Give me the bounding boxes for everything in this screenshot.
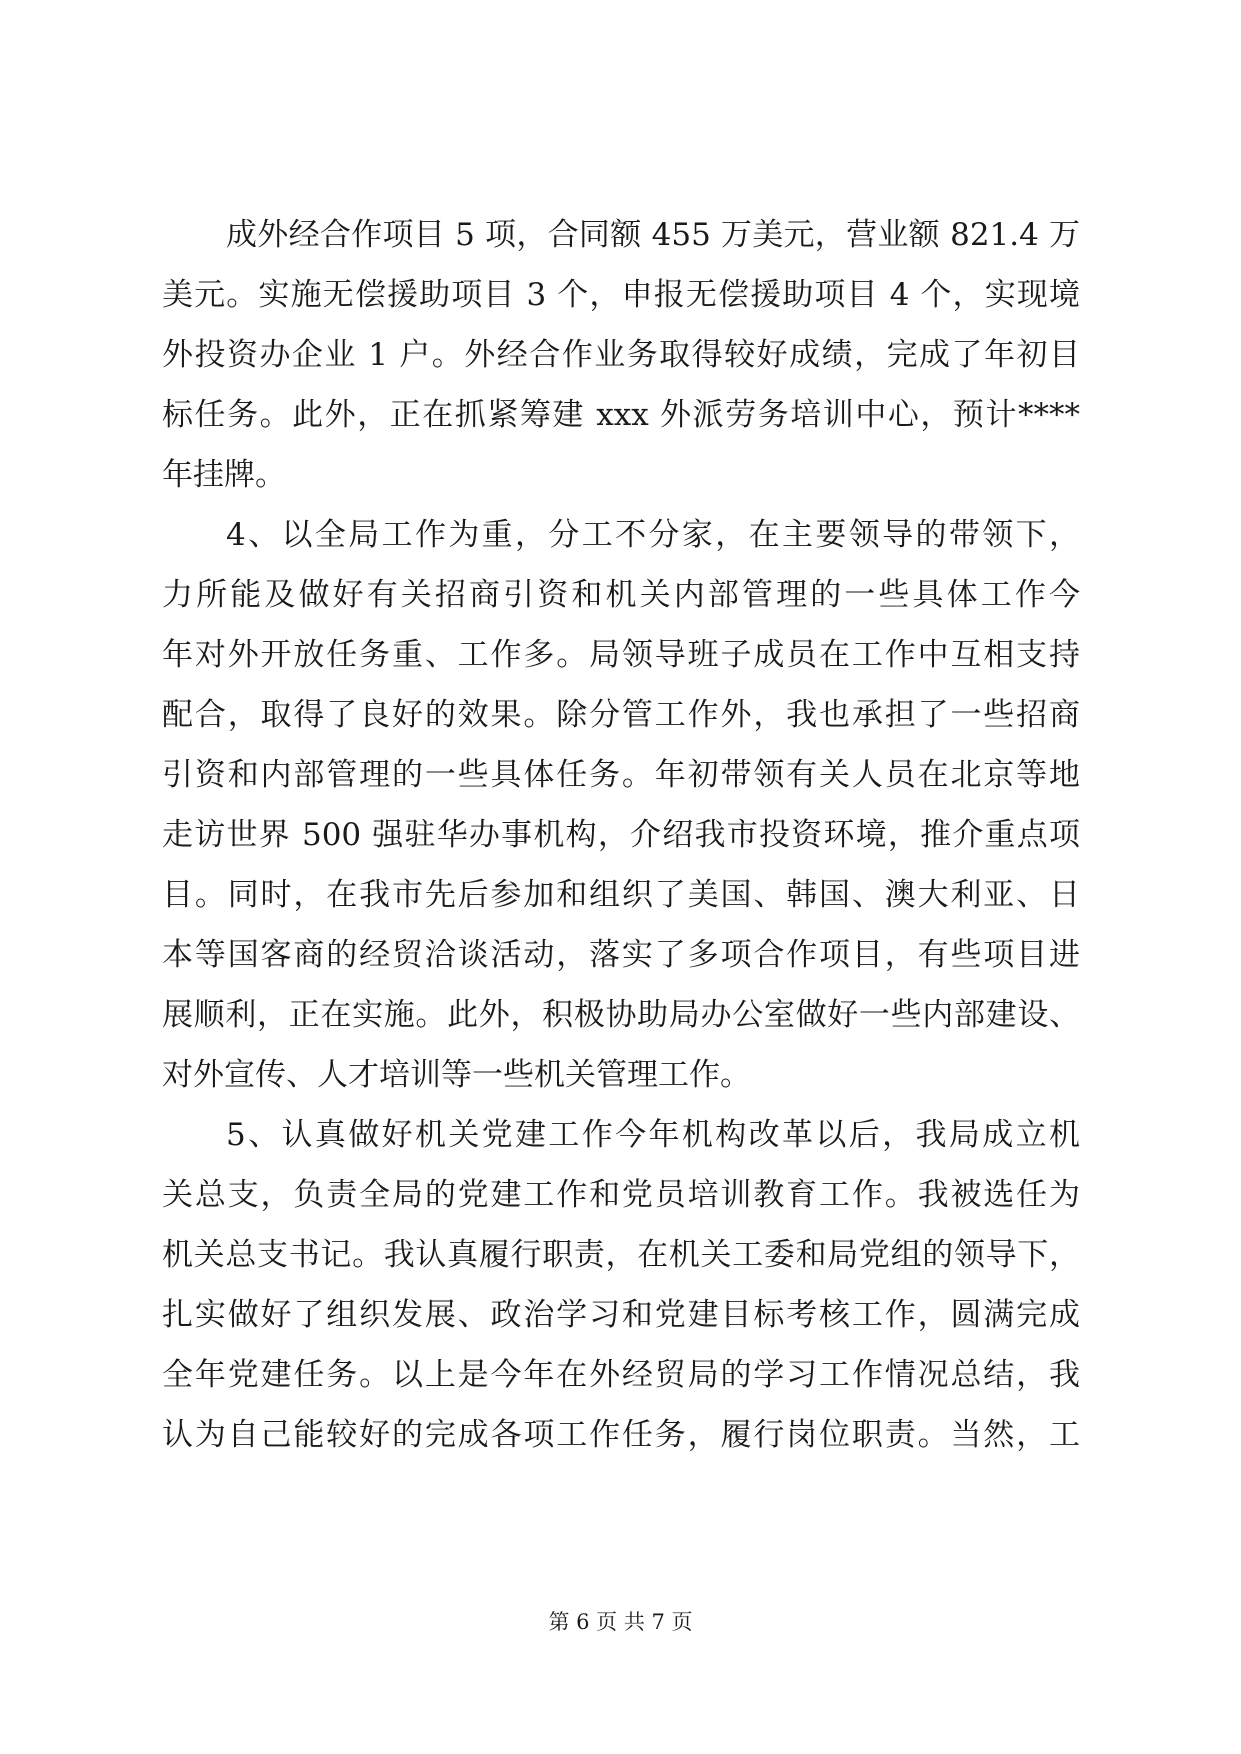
text-line: 外投资办企业 1 户。外经合作业务取得较好成绩，完成了年初目 [162,337,1080,373]
paragraph [162,1105,1080,1465]
text-line: 全年党建任务。以上是今年在外经贸局的学习工作情况总结，我 [162,1357,1080,1393]
document-body [162,205,1080,1465]
text-line: 目。同时，在我市先后参加和组织了美国、韩国、澳大利亚、日 [162,877,1080,913]
text-line: 力所能及做好有关招商引资和机关内部管理的一些具体工作今 [162,577,1080,613]
text-line: 展顺利，正在实施。此外，积极协助局办公室做好一些内部建设、 [162,997,1080,1033]
text-line: 关总支，负责全局的党建工作和党员培训教育工作。我被选任为 [162,1177,1080,1213]
text-line: 认为自己能较好的完成各项工作任务，履行岗位职责。当然，工 [162,1417,1080,1453]
text-line: 成外经合作项目 5 项，合同额 455 万美元，营业额 821.4 万 [226,217,1080,253]
text-line: 本等国客商的经贸洽谈活动，落实了多项合作项目，有些项目进 [162,937,1080,973]
text-line: 年对外开放任务重、工作多。局领导班子成员在工作中互相支持 [162,637,1080,673]
page-footer: 第 6 页 共 7 页 [548,1610,693,1634]
paragraph [162,205,1080,505]
text-line: 标任务。此外，正在抓紧筹建 xxx 外派劳务培训中心，预计**** [162,397,1080,433]
text-line: 引资和内部管理的一些具体任务。年初带领有关人员在北京等地 [162,757,1080,793]
text-line: 美元。实施无偿援助项目 3 个，申报无偿援助项目 4 个，实现境 [162,277,1080,313]
text-line: 扎实做好了组织发展、政治学习和党建目标考核工作，圆满完成 [162,1297,1080,1333]
text-line: 走访世界 500 强驻华办事机构，介绍我市投资环境，推介重点项 [162,817,1080,853]
text-line: 对外宣传、人才培训等一些机关管理工作。 [162,1057,751,1093]
text-line: 5、认真做好机关党建工作今年机构改革以后，我局成立机 [226,1117,1080,1153]
text-line: 年挂牌。 [162,457,286,493]
text-line: 配合，取得了良好的效果。除分管工作外，我也承担了一些招商 [162,697,1080,733]
text-line: 4、以全局工作为重，分工不分家，在主要领导的带领下， [226,517,1080,553]
text-line: 机关总支书记。我认真履行职责，在机关工委和局党组的领导下， [162,1237,1080,1273]
paragraph [162,505,1080,1105]
